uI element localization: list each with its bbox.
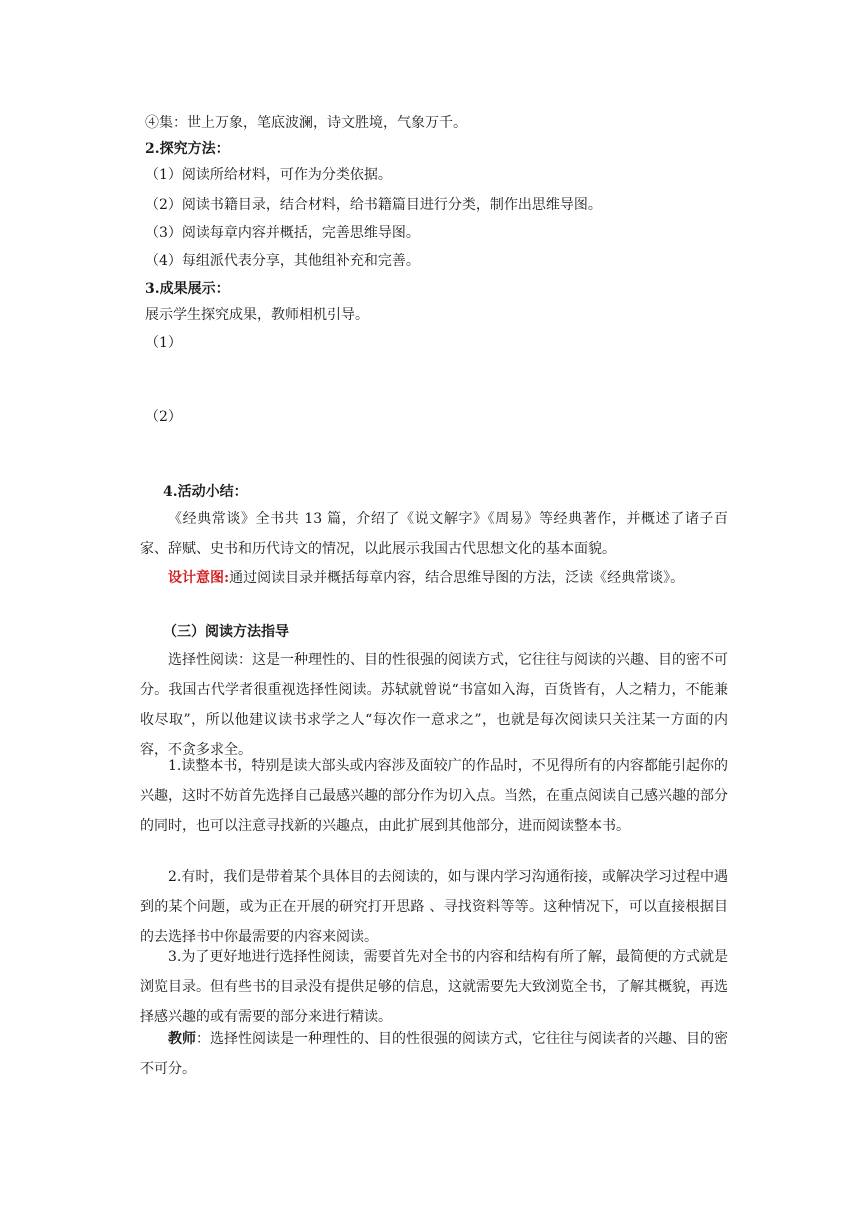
collection-line: ④集：世上万象，笔底波澜，诗文胜境，气象万千。 — [145, 115, 467, 131]
section-3-title: （三）阅读方法指导 — [163, 624, 289, 640]
teacher-label: 教师 — [168, 1031, 196, 1047]
summary-paragraph: 《经典常谈》全书共 13 篇，介绍了《说文解字》《周易》等经典著作，并概述了诸子百家、辞赋、史书和历代诗文的情况，以此展示我国古代思想文化的基本面貌。 — [140, 511, 728, 557]
teacher-paragraph — [140, 1024, 728, 1084]
design-intent-text: 通过阅读目录并概括每章内容，结合思维导图的方法，泛读《经典常谈》。 — [229, 570, 685, 586]
point-2-paragraph: 2.有时，我们是带着某个具体目的去阅读的，如与课内学习沟通衔接，或解决学习过程中遇到的某个问题，或为正在开展的研究打开思路 、寻找资料等等。这种情况下，可以直接根据目的去选择书中你最需要的内容来阅读。 — [140, 869, 728, 945]
method-item-1: （1）阅读所给材料，可作为分类依据。 — [145, 167, 392, 183]
teacher-text: ：选择性阅读是一种理性的、目的性很强的阅读方式，它往往与阅读者的兴趣、目的密不可分。 — [140, 1031, 728, 1077]
selective-reading-paragraph: 选择性阅读：这是一种理性的、目的性很强的阅读方式，它往往与阅读的兴趣、目的密不可分。我国古代学者很重视选择性阅读。苏轼就曾说“书富如入海，百货皆有，人之精力，不能兼收尽取”，所以他建议读书求学之人“每次作一意求之”，也就是每次阅读只关注某一方面的内容，不贪多求全。 — [140, 652, 728, 758]
results-intro: 展示学生探究成果，教师相机引导。 — [145, 307, 369, 323]
heading-results: 3.成果展示： — [145, 281, 230, 297]
results-item-1: （1） — [145, 335, 182, 351]
method-item-3: （3）阅读每章内容并概括，完善思维导图。 — [145, 225, 420, 241]
design-intent-label: 设计意图: — [168, 570, 230, 586]
point-1-paragraph: 1.读整本书，特别是读大部头或内容涉及面较广的作品时，不见得所有的内容都能引起你的兴趣，这时不妨首先选择自己最感兴趣的部分作为切入点。当然，在重点阅读自己感兴趣的部分的同时，也可以注意寻找新的兴趣点，由此扩展到其他部分，进而阅读整本书。 — [140, 758, 728, 834]
heading-summary: 4.活动小结： — [163, 484, 248, 500]
method-item-2: （2）阅读书籍目录，结合材料，给书籍篇目进行分类，制作出思维导图。 — [145, 197, 602, 213]
point-3-paragraph: 3.为了更好地进行选择性阅读，需要首先对全书的内容和结构有所了解，最简便的方式就是浏览目录。但有些书的目录没有提供足够的信息，这就需要先大致浏览全书，了解其概貌，再选择感兴趣的或有需要的部分来进行精读。 — [140, 949, 728, 1025]
heading-method: 2.探究方法： — [145, 141, 230, 157]
results-item-2: （2） — [145, 409, 182, 425]
design-intent-paragraph — [140, 563, 728, 593]
method-item-4: （4）每组派代表分享，其他组补充和完善。 — [145, 253, 420, 269]
